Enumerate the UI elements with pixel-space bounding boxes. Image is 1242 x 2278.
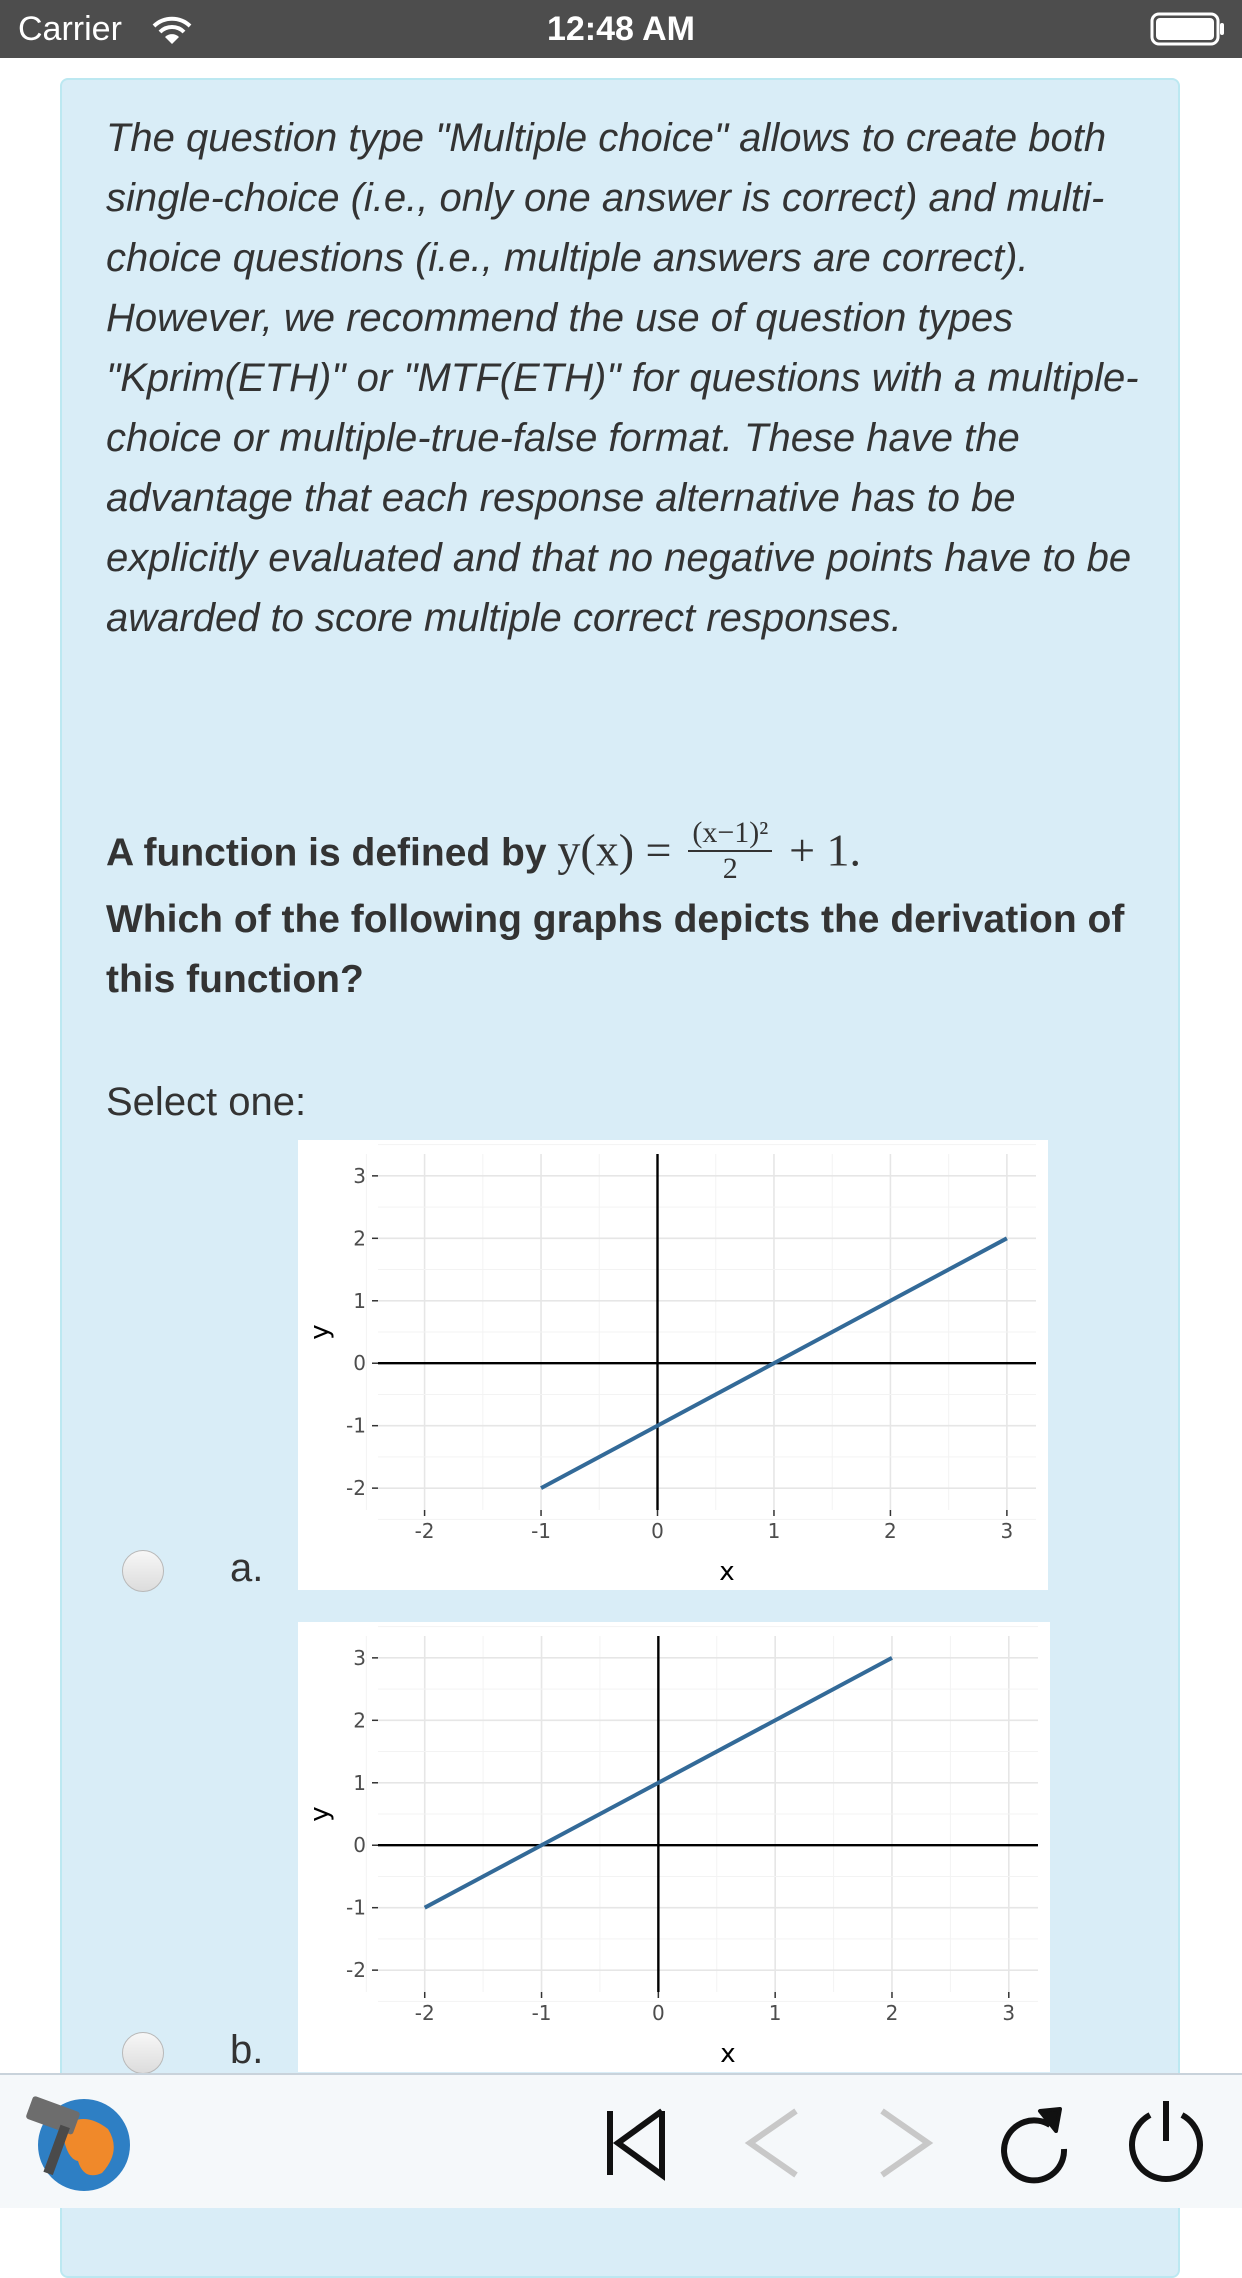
y-tick-label: -1: [346, 1413, 366, 1438]
formula-denominator: 2: [722, 852, 738, 885]
x-axis-title: x: [720, 2039, 736, 2069]
option-label: a.: [230, 1546, 264, 1590]
x-tick-label: 2: [885, 2001, 899, 2025]
select-one-label: Select one:: [106, 1080, 307, 1124]
x-tick-label: -2: [414, 2001, 435, 2025]
x-tick-label: 3: [1000, 1519, 1014, 1543]
x-tick-label: 0: [651, 1519, 664, 1543]
formula-fraction: [688, 816, 772, 886]
y-tick-label: 0: [353, 1351, 366, 1376]
y-tick-label: 3: [353, 1645, 366, 1670]
back-icon[interactable]: [740, 2105, 806, 2186]
y-axis-title: y: [305, 1324, 335, 1340]
graph-option-a: [298, 1140, 1048, 1590]
app-logo-icon[interactable]: [22, 2089, 134, 2198]
formula-lhs: y(x) =: [557, 824, 672, 876]
x-axis-title: x: [719, 1557, 735, 1587]
status-time: 12:48 AM: [546, 10, 696, 48]
first-page-icon[interactable]: [604, 2105, 670, 2186]
y-axis-title: y: [305, 1806, 335, 1822]
option-b[interactable]: [62, 1622, 1182, 2082]
question-line2: Which of the following graphs depicts the derivation of this function?: [106, 898, 1125, 1001]
chart-b: [298, 1622, 1050, 2072]
carrier-label: Carrier: [18, 10, 122, 48]
x-tick-label: 1: [768, 2001, 782, 2025]
option-label: b.: [230, 2028, 264, 2072]
question-card: [60, 78, 1180, 2278]
radio-option-b[interactable]: [122, 2032, 164, 2074]
y-tick-label: 1: [353, 1770, 366, 1795]
y-tick-label: -1: [346, 1895, 366, 1920]
x-tick-label: -1: [531, 1519, 552, 1543]
y-tick-label: 2: [353, 1226, 366, 1251]
graph-option-b: [298, 1622, 1050, 2072]
radio-option-a[interactable]: [122, 1550, 164, 1592]
x-tick-label: 1: [767, 1519, 781, 1543]
chart-a: [298, 1140, 1048, 1590]
y-tick-label: 2: [353, 1708, 366, 1733]
x-tick-label: 0: [651, 2001, 665, 2025]
x-tick-label: -1: [531, 2001, 552, 2025]
x-tick-label: 2: [884, 1519, 897, 1543]
info-text: The question type "Multiple choice" allows to create both single-choice (i.e., only one answer is correct) and multi-choice questions (i.e., multiple answers are correct). However, we recommend the use of question types "Kprim(ETH)" or "MTF(ETH)" for questions with a multiple-choice or multiple-true-false format. These have the advantage that each response alternative has to be explicitly evaluated and that no negative points have to be awarded to score multiple correct responses.: [106, 116, 1139, 640]
formula-rhs: + 1.: [789, 824, 862, 876]
battery-icon: [1150, 12, 1226, 51]
x-tick-label: -2: [414, 1519, 435, 1543]
bottom-toolbar: [0, 2073, 1242, 2208]
x-tick-label: 3: [1002, 2001, 1016, 2025]
reload-icon[interactable]: [994, 2101, 1074, 2190]
y-tick-label: 1: [353, 1288, 366, 1313]
status-bar: [0, 0, 1242, 58]
option-a[interactable]: [62, 1140, 1182, 1600]
y-tick-label: -2: [346, 1958, 366, 1983]
y-tick-label: 3: [353, 1163, 366, 1188]
forward-icon[interactable]: [872, 2105, 938, 2186]
power-icon[interactable]: [1122, 2097, 1210, 2190]
y-tick-label: 0: [353, 1833, 366, 1858]
y-tick-label: -2: [346, 1476, 366, 1501]
question-text: [106, 816, 1146, 1010]
formula-numerator: (x−1)²: [688, 816, 772, 852]
question-prefix: A function is defined by: [106, 831, 547, 875]
